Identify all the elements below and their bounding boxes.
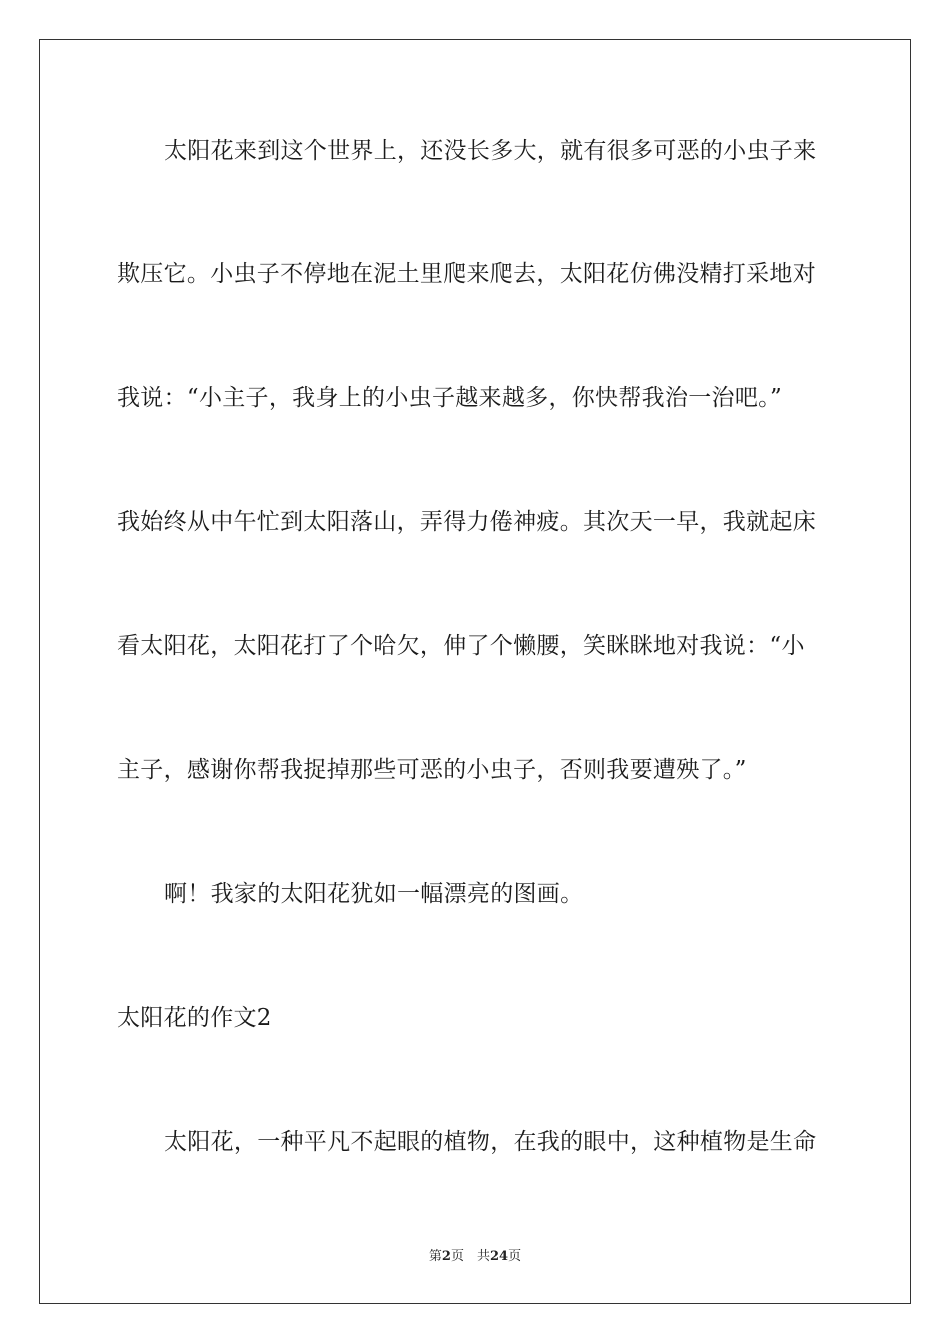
paragraph-line-1: 太阳花来到这个世界上，还没长多大，就有很多可恶的小虫子来	[164, 138, 817, 164]
paragraph-line-6: 主子，感谢你帮我捉掉那些可恶的小虫子，否则我要遭殃了。”	[117, 757, 747, 783]
paragraph-line-8: 太阳花，一种平凡不起眼的植物，在我的眼中，这种植物是生命	[164, 1129, 817, 1155]
paragraph-line-5: 看太阳花，太阳花打了个哈欠，伸了个懒腰，笑眯眯地对我说：“小	[117, 633, 805, 659]
total-page-count: 24	[489, 1249, 509, 1264]
page-footer	[0, 1248, 950, 1266]
section-heading: 太阳花的作文2	[117, 1005, 272, 1031]
paragraph-line-4: 我始终从中午忙到太阳落山，弄得力倦神疲。其次天一早，我就起床	[117, 509, 816, 535]
paragraph-line-2: 欺压它。小虫子不停地在泥土里爬来爬去，太阳花仿佛没精打采地对	[117, 261, 816, 287]
current-page-number: 2	[441, 1249, 451, 1264]
footer-suffix: 页	[508, 1249, 522, 1264]
paragraph-line-7: 啊！我家的太阳花犹如一幅漂亮的图画。	[164, 881, 584, 907]
footer-prefix: 第	[428, 1249, 442, 1264]
page-border	[39, 39, 911, 1304]
paragraph-line-3: 我说：“小主子，我身上的小虫子越来越多，你快帮我治一治吧。”	[117, 385, 783, 411]
footer-middle: 页 共	[450, 1249, 490, 1264]
